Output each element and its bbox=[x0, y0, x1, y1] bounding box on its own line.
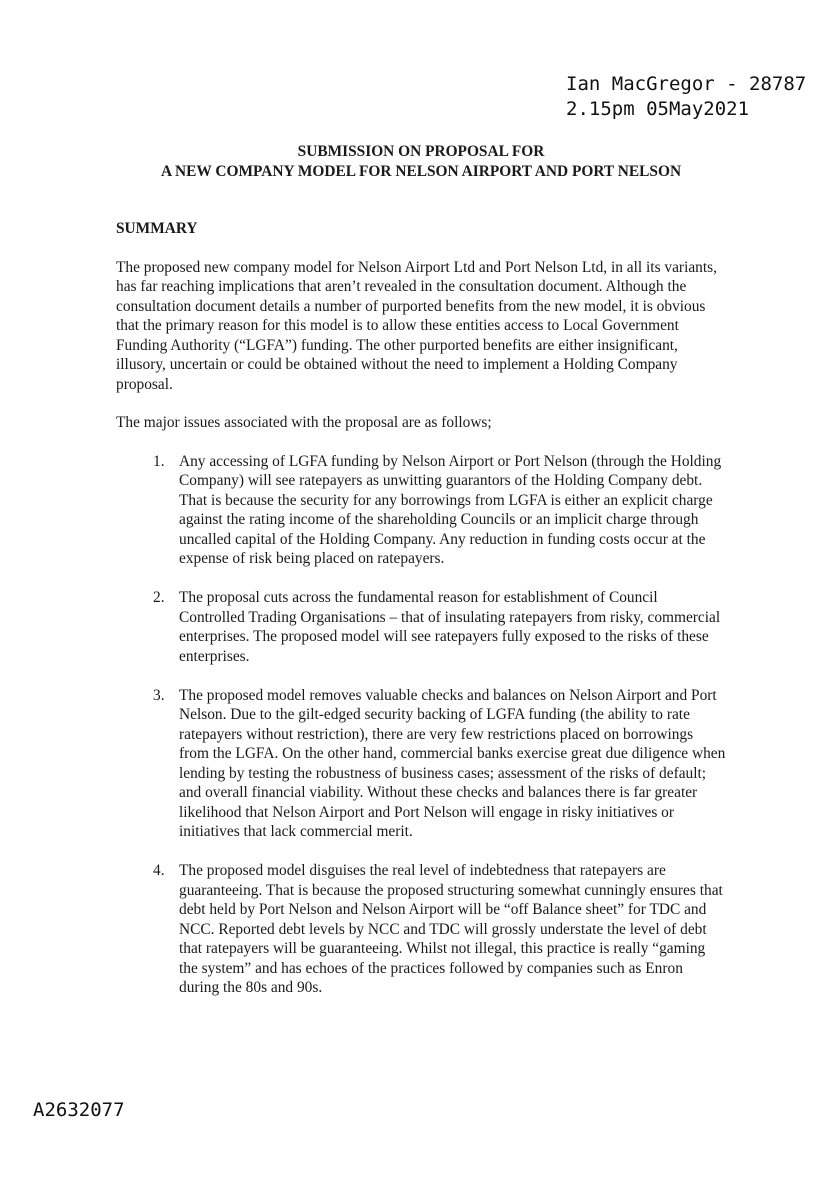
summary-paragraph: The proposed new company model for Nelson Airport Ltd and Port Nelson Ltd, in all its variants, has far reaching implications that aren’t revealed in the consultation document. Although the consultation document details a number of purported benefits from the new model, it is obvious that the primary reason for this model is to allow these entities access to Local Government Funding Authority (“LGFA”) funding. The other purported benefits are either insignificant, illusory, uncertain or could be obtained without the need to implement a Holding Company proposal. bbox=[116, 258, 717, 393]
document-reference-number: A2632077 bbox=[33, 1099, 125, 1121]
submitter-stamp bbox=[566, 72, 806, 122]
issue-item bbox=[116, 686, 726, 842]
issue-number: 2. bbox=[153, 589, 165, 606]
issue-number: 1. bbox=[153, 452, 165, 470]
document-title bbox=[96, 142, 746, 181]
issue-text: Any accessing of LGFA funding by Nelson Airport or Port Nelson (through the Holding Company) will see ratepayers as unwitting guarantors of the Holding Company debt. That is because the security for any borrowings from LGFA is either an explicit charge against the rating income of the shareholding Councils or an implicit charge through uncalled capital of the Holding Company. Any reduction in funding costs occur at the expense of risk being placed on ratepayers. bbox=[179, 452, 722, 567]
summary-heading: SUMMARY bbox=[116, 220, 198, 237]
title-line-2: A NEW COMPANY MODEL FOR NELSON AIRPORT AND PORT NELSON bbox=[160, 162, 682, 180]
issue-number: 3. bbox=[153, 686, 165, 704]
issue-text: The proposed model removes valuable checks and balances on Nelson Airport and Port Nelson. Due to the gilt-edged security backing of LGFA funding (the ability to rate ratepayers without restriction), there are very few restrictions placed on borrowings from the LGFA. On the other hand, commercial banks exercise great due diligence when lending by testing the robustness of business cases; assessment of the risks of default; and overall financial viability. Without these checks and balances there is far greater likelihood that Nelson Airport and Port Nelson will engage in risky initiatives or initiatives that lack commercial merit. bbox=[179, 686, 726, 840]
issue-number: 4. bbox=[153, 862, 165, 879]
submission-document bbox=[116, 142, 726, 1017]
issues-intro: The major issues associated with the proposal are as follows; bbox=[116, 414, 492, 431]
title-line-1: SUBMISSION ON PROPOSAL FOR bbox=[297, 143, 545, 160]
issue-text: The proposal cuts across the fundamental reason for establishment of Council Controlled Trading Organisations – that of insulating ratepayers from risky, commercial enterprises. The proposed model will see ratepayers fully exposed to the risks of these enterprises. bbox=[179, 589, 721, 665]
issues-list bbox=[116, 452, 726, 998]
submitter-name-id: Ian MacGregor - 28787 bbox=[566, 73, 807, 95]
issue-item bbox=[116, 588, 726, 666]
issue-text: The proposed model disguises the real level of indebtedness that ratepayers are guaranteeing. That is because the proposed structuring somewhat cunningly ensures that debt held by Port Nelson and Nelson Airport will be “off Balance sheet” for TDC and NCC. Reported debt levels by NCC and TDC will grossly understate the level of debt that ratepayers will be guaranteeing. Whilst not illegal, this practice is really “gaming the system” and has echoes of the practices followed by companies such as Enron during the 80s and 90s. bbox=[179, 862, 723, 996]
issue-item bbox=[116, 452, 726, 569]
submission-timestamp: 2.15pm 05May2021 bbox=[566, 98, 750, 120]
issue-item bbox=[116, 861, 726, 998]
